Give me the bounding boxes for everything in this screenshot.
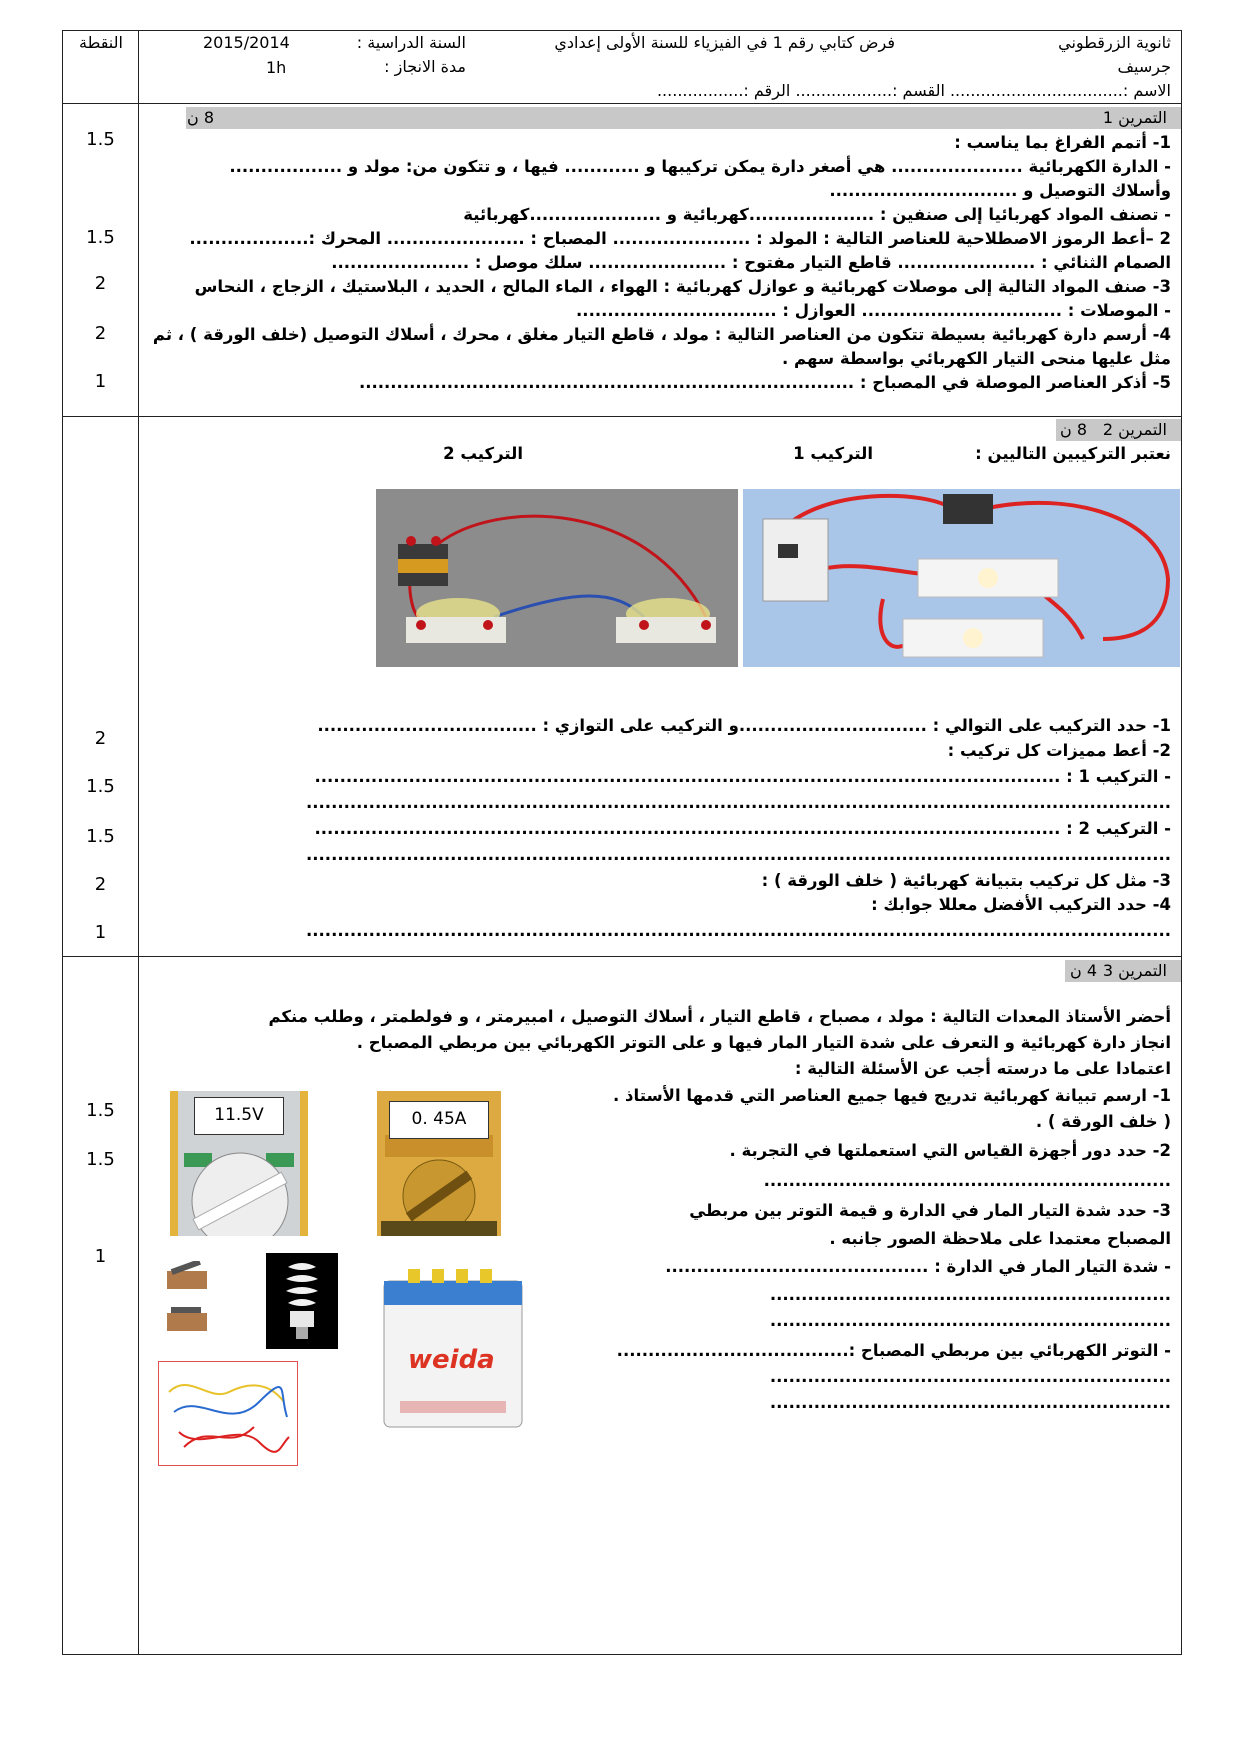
student-info-line: الاسم :.................................. القسم :................... الرقم :................. <box>656 81 1171 100</box>
ex1-line: مثل عليها منحى التيار الكهربائي بواسطة سهم . <box>782 349 1171 368</box>
ex3-line: 1- ارسم تبيانة كهربائية تدريج فيها جميع العناصر التي قدمها الأستاذ . <box>613 1086 1171 1105</box>
exam-page <box>62 30 1182 1655</box>
ex2-score: 1.5 <box>86 776 115 797</box>
ex1-score: 1.5 <box>86 129 115 150</box>
wires-photo <box>158 1361 298 1466</box>
ex2-line: .......................................................................................................................................... <box>306 793 1171 812</box>
ex3-line: ................................................................ <box>769 1393 1171 1412</box>
ex1-line: 4- أرسم دارة كهربائية بسيطة تتكون من العناصر التالية : مولد ، قاطع التيار مغلق ، محرك ، أسلاك التوصيل (خلف الورقة ) ، ثم <box>152 325 1171 344</box>
ex3-line: 3- حدد شدة التيار المار في الدارة و قيمة التوتر بين مربطي <box>689 1201 1171 1220</box>
ammeter-photo <box>377 1091 501 1236</box>
voltmeter-photo <box>170 1091 308 1236</box>
exercise2-points: 8 ن <box>1059 420 1087 439</box>
ex1-line: وأسلاك التوصيل و .............................. <box>829 181 1171 200</box>
ex2-score: 1 <box>94 922 107 943</box>
switch-photo <box>163 1261 215 1346</box>
ex3-line: ................................................................ <box>769 1285 1171 1304</box>
setup1-label: التركيب 1 <box>793 444 873 463</box>
exercise1-divider <box>63 416 1181 417</box>
ex2-score: 2 <box>94 874 107 895</box>
exercise2-title: التمرين 2 <box>1102 420 1167 439</box>
ex2-line: .......................................................................................................................................... <box>306 845 1171 864</box>
ex3-score: 1.5 <box>86 1100 115 1121</box>
ex2-line: 1- حدد التركيب على التوالي : ..............................و التركيب على التوازي : ................................... <box>317 716 1171 735</box>
exercise2-divider <box>63 956 1181 957</box>
ex3-line: انجاز دارة كهربائية و التعرف على شدة التيار المار فيها و على التوتر الكهربائي بين مربطي المصباح . <box>356 1033 1171 1052</box>
ex3-line: - شدة التيار المار في الدارة : .......................................... <box>665 1257 1171 1276</box>
ex1-line: - تصنف المواد كهربائيا إلى صنفين : ....................كهربائية و .....................كهربائية <box>463 205 1171 224</box>
ex1-score: 2 <box>94 323 107 344</box>
ex3-line: ................................................................ <box>769 1367 1171 1386</box>
ex1-score: 1.5 <box>86 227 115 248</box>
ex1-line: - الدارة الكهربائية ..................... هي أصغر دارة يمكن تركيبها و ............ فيها ، و تتكون من: مولد و .................. <box>229 157 1171 176</box>
battery-photo <box>378 1263 528 1431</box>
lamp-photo <box>266 1253 338 1349</box>
ex2-intro: نعتبر التركيبين التاليين : <box>975 444 1171 463</box>
ex3-line: المصباح معتمدا على ملاحظة الصور جانبه . <box>829 1229 1171 1248</box>
setup1-photo <box>743 489 1180 667</box>
ex1-line: 1- أتمم الفراغ بما يناسب : <box>954 133 1171 152</box>
score-header: النقطة <box>79 33 123 52</box>
duration-value: 1h <box>266 58 287 77</box>
setup2-label: التركيب 2 <box>443 444 523 463</box>
ex1-line: الصمام الثنائي : ...................... قاطع التيار مفتوح : ...................... سلك موصل : ...................... <box>331 253 1171 272</box>
city-name: جرسيف <box>1117 57 1171 76</box>
duration-label: مدة الانجاز : <box>384 57 466 76</box>
ex3-line: ................................................................. <box>763 1171 1171 1190</box>
ex3-line: 2- حدد دور أجهزة القياس التي استعملتها في التجربة . <box>729 1141 1171 1160</box>
ex2-score: 2 <box>94 728 107 749</box>
exercise1-title: التمرين 1 <box>1102 108 1167 127</box>
ex3-line: ................................................................ <box>769 1311 1171 1330</box>
exam-table <box>62 30 1182 1655</box>
ex1-score: 1 <box>94 371 107 392</box>
ex2-line: - التركيب 1 : ....................................................................................................................... <box>314 767 1171 786</box>
exam-title: فرض كتابي رقم 1 في الفيزياء للسنة الأولى إعدادي <box>554 33 895 52</box>
header-divider <box>63 103 1181 104</box>
ammeter-reading: 0. 45A <box>389 1101 489 1139</box>
battery-brand: weida <box>408 1345 495 1375</box>
ex2-line: 2- أعط مميزات كل تركيب : <box>947 741 1171 760</box>
exercise3-points: 4 ن <box>1069 961 1097 980</box>
score-column-divider <box>138 31 139 1654</box>
ex2-score: 1.5 <box>86 826 115 847</box>
exercise3-title: التمرين 3 <box>1102 961 1167 980</box>
exercise1-title-bar <box>186 107 1181 129</box>
ex3-line: - التوتر الكهربائي بين مربطي المصباح :..................................... <box>616 1341 1171 1360</box>
ex1-line: - الموصلات : ................................ العوازل : ................................ <box>576 301 1171 320</box>
school-name: ثانوية الزرقطوني <box>1058 33 1171 52</box>
ex3-line: أحضر الأستاذ المعدات التالية : مولد ، مصباح ، قاطع التيار ، أسلاك التوصيل ، امبيرمتر ، و فولطمتر ، وطلب منكم <box>268 1007 1171 1026</box>
voltmeter-reading: 11.5V <box>194 1097 284 1135</box>
ex1-line: 5- أذكر العناصر الموصلة في المصباح : ............................................................................... <box>358 373 1171 392</box>
ex3-line: اعتمادا على ما درسته أجب عن الأسئلة التالية : <box>794 1059 1171 1078</box>
ex2-line: - التركيب 2 : ....................................................................................................................... <box>314 819 1171 838</box>
ex2-line: .......................................................................................................................................... <box>306 921 1171 940</box>
ex1-score: 2 <box>94 273 107 294</box>
ex3-line: ( خلف الورقة ) . <box>1035 1112 1171 1131</box>
ex2-line: 4- حدد التركيب الأفضل معللا جوابك : <box>871 895 1171 914</box>
year-label: السنة الدراسية : <box>356 33 466 52</box>
ex3-score: 1 <box>94 1246 107 1267</box>
ex2-line: 3- مثل كل تركيب بتبيانة كهربائية ( خلف الورقة ) : <box>761 871 1171 890</box>
ex3-score: 1.5 <box>86 1149 115 1170</box>
year-value: 2015/2014 <box>203 33 290 52</box>
ex1-line: 3- صنف المواد التالية إلى موصلات كهربائية و عوازل كهربائية : الهواء ، الماء المالح ، الحديد ، البلاستيك ، الزجاج ، النحاس <box>194 277 1171 296</box>
setup2-photo <box>376 489 738 667</box>
exercise1-points: 8 ن <box>187 108 215 127</box>
ex1-line: 2 –أعط الرموز الاصطلاحية للعناصر التالية : المولد : ...................... المصباح : ...................... المحرك :................... <box>189 229 1171 248</box>
